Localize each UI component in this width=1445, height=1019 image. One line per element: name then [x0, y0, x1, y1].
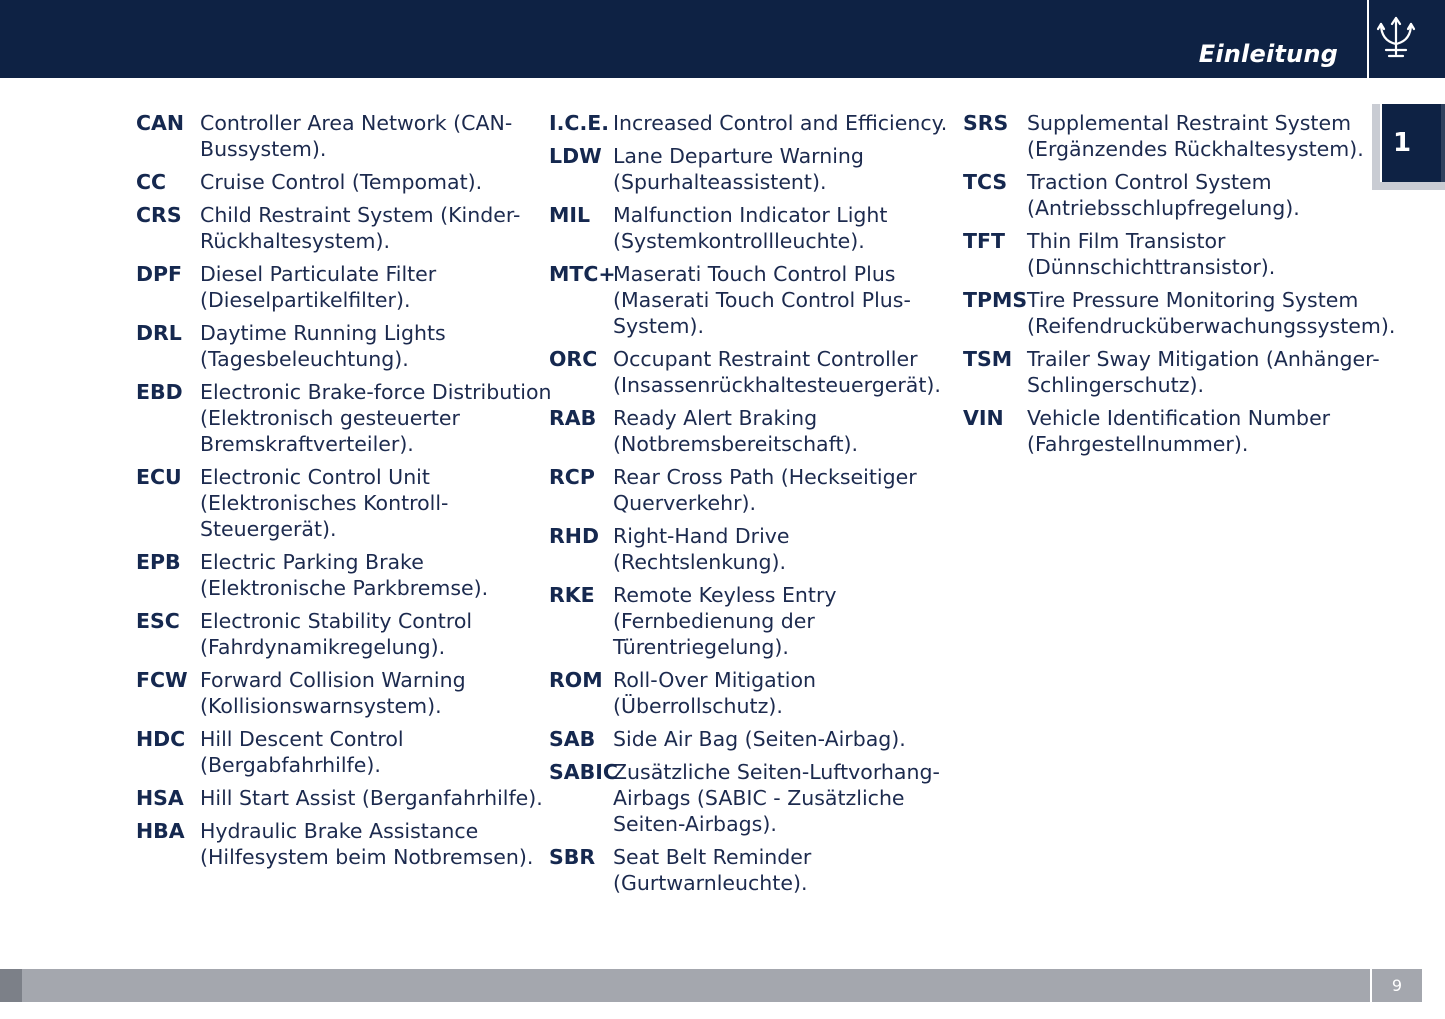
definition: Increased Control and Efficiency. — [613, 111, 948, 135]
abbreviation: SRS — [963, 111, 1009, 135]
definition: Child Restraint System (Kinder-Rückhaltesystem). — [200, 203, 521, 253]
footer-bar — [22, 969, 1370, 1002]
definition: Rear Cross Path (Heckseitiger Querverkehr). — [613, 465, 917, 515]
abbreviation: TPMS — [963, 288, 1028, 312]
abbreviation-entry — [136, 818, 556, 870]
abbreviation-entry — [136, 169, 556, 195]
abbreviation: FCW — [136, 668, 188, 692]
chapter-number: 1 — [1392, 128, 1412, 158]
abbreviation: VIN — [963, 406, 1004, 430]
abbreviation: TFT — [963, 229, 1005, 253]
abbreviation-entry — [549, 464, 969, 516]
abbreviation-entry — [136, 785, 556, 811]
abbreviation-entry — [549, 667, 969, 719]
definition: Electric Parking Brake (Elektronische Parkbremse). — [200, 550, 489, 600]
definition: Vehicle Identification Number (Fahrgestellnummer). — [1027, 406, 1331, 456]
abbreviation-entry — [549, 759, 969, 837]
definition: Seat Belt Reminder (Gurtwarnleuchte). — [613, 845, 812, 895]
abbreviation: ORC — [549, 347, 598, 371]
section-title: Einleitung — [1198, 40, 1338, 68]
abbreviation-entry — [136, 379, 556, 457]
definition: Ready Alert Braking (Notbremsbereitschaft). — [613, 406, 859, 456]
abbreviation-entry — [136, 608, 556, 660]
definition: Side Air Bag (Seiten-Airbag). — [613, 727, 906, 751]
definition: Lane Departure Warning (Spurhalteassistent). — [613, 144, 864, 194]
abbreviation: RAB — [549, 406, 597, 430]
definition: Traction Control System (Antriebsschlupfregelung). — [1027, 170, 1300, 220]
abbreviation-entry — [549, 523, 969, 575]
definition: Cruise Control (Tempomat). — [200, 170, 483, 194]
abbreviation: MIL — [549, 203, 591, 227]
abbreviation-entry — [549, 844, 969, 896]
abbreviation-entry — [136, 726, 556, 778]
abbreviation-entry — [963, 110, 1383, 162]
abbreviation: DPF — [136, 262, 183, 286]
page-header — [0, 0, 1445, 78]
page-number: 9 — [1372, 969, 1422, 1002]
abbreviation: SABIC — [549, 760, 618, 784]
trident-icon — [1375, 14, 1417, 64]
abbreviation-entry — [136, 667, 556, 719]
abbreviation: CRS — [136, 203, 182, 227]
brand-logo — [1367, 0, 1445, 78]
abbreviation-column-1 — [136, 110, 556, 877]
abbreviation-entry — [963, 346, 1383, 398]
definition: Hydraulic Brake Assistance (Hilfesystem beim Notbremsen). — [200, 819, 534, 869]
abbreviation: RHD — [549, 524, 599, 548]
definition: Hill Descent Control (Bergabfahrhilfe). — [200, 727, 404, 777]
definition: Forward Collision Warning (Kollisionswarnsystem). — [200, 668, 466, 718]
abbreviation: SAB — [549, 727, 596, 751]
definition: Maserati Touch Control Plus (Maserati Touch Control Plus-System). — [613, 262, 911, 338]
abbreviation: CC — [136, 170, 167, 194]
abbreviation-entry — [963, 169, 1383, 221]
abbreviation: ECU — [136, 465, 182, 489]
abbreviation-entry — [549, 143, 969, 195]
abbreviation-entry — [963, 287, 1396, 339]
abbreviation: TCS — [963, 170, 1008, 194]
abbreviation: ROM — [549, 668, 603, 692]
definition: Electronic Stability Control (Fahrdynamikregelung). — [200, 609, 473, 659]
abbreviation: CAN — [136, 111, 185, 135]
abbreviation: RCP — [549, 465, 595, 489]
abbreviation-column-3 — [963, 110, 1396, 464]
abbreviation: I.C.E. — [549, 111, 610, 135]
definition: Electronic Brake-force Distribution (Elektronisch gesteuerter Bremskraftverteiler). — [200, 380, 552, 456]
definition: Malfunction Indicator Light (Systemkontrollleuchte). — [613, 203, 888, 253]
definition: Thin Film Transistor (Dünnschichttransistor). — [1027, 229, 1276, 279]
definition: Zusätzliche Seiten-Luftvorhang-Airbags (SABIC - Zusätzliche Seiten-Airbags). — [613, 760, 940, 836]
abbreviation-entry — [549, 346, 969, 398]
definition: Occupant Restraint Controller (Insassenrückhaltesteuergerät). — [613, 347, 941, 397]
abbreviation: LDW — [549, 144, 602, 168]
abbreviation: HSA — [136, 786, 184, 810]
abbreviation-entry — [963, 405, 1383, 457]
abbreviation: ESC — [136, 609, 180, 633]
abbreviation-entry — [963, 228, 1383, 280]
abbreviation-entry — [549, 202, 969, 254]
definition: Trailer Sway Mitigation (Anhänger-Schlingerschutz). — [1027, 347, 1380, 397]
abbreviation-entry — [136, 320, 556, 372]
abbreviation-entry — [549, 405, 969, 457]
definition: Right-Hand Drive (Rechtslenkung). — [613, 524, 790, 574]
definition: Roll-Over Mitigation (Überrollschutz). — [613, 668, 817, 718]
abbreviation: RKE — [549, 583, 595, 607]
abbreviation-entry — [136, 549, 556, 601]
abbreviation: EPB — [136, 550, 181, 574]
abbreviation-entry — [136, 261, 556, 313]
abbreviation-entry — [549, 582, 969, 660]
abbreviation: DRL — [136, 321, 182, 345]
definition: Controller Area Network (CAN-Bussystem). — [200, 111, 513, 161]
abbreviation-column-2 — [549, 110, 969, 903]
definition: Hill Start Assist (Berganfahrhilfe). — [200, 786, 543, 810]
definition: Remote Keyless Entry (Fernbedienung der Türentriegelung). — [613, 583, 837, 659]
abbreviation-entry — [136, 202, 556, 254]
definition: Supplemental Restraint System (Ergänzendes Rückhaltesystem). — [1027, 111, 1364, 161]
abbreviation: TSM — [963, 347, 1013, 371]
definition: Electronic Control Unit (Elektronisches Kontroll-Steuergerät). — [200, 465, 449, 541]
footer-marker — [0, 969, 22, 1002]
abbreviation-entry — [136, 110, 556, 162]
abbreviation: HBA — [136, 819, 185, 843]
abbreviation: HDC — [136, 727, 186, 751]
abbreviation: SBR — [549, 845, 596, 869]
abbreviation: EBD — [136, 380, 183, 404]
abbreviation-entry — [549, 261, 969, 339]
abbreviation-entry — [136, 464, 556, 542]
definition: Daytime Running Lights (Tagesbeleuchtung). — [200, 321, 446, 371]
definition: Diesel Particulate Filter (Dieselpartikelfilter). — [200, 262, 437, 312]
abbreviation-entry — [549, 110, 969, 136]
abbreviation-entry — [549, 726, 969, 752]
definition: Tire Pressure Monitoring System (Reifendrucküberwachungssystem). — [1027, 288, 1396, 338]
abbreviation: MTC+ — [549, 262, 616, 286]
